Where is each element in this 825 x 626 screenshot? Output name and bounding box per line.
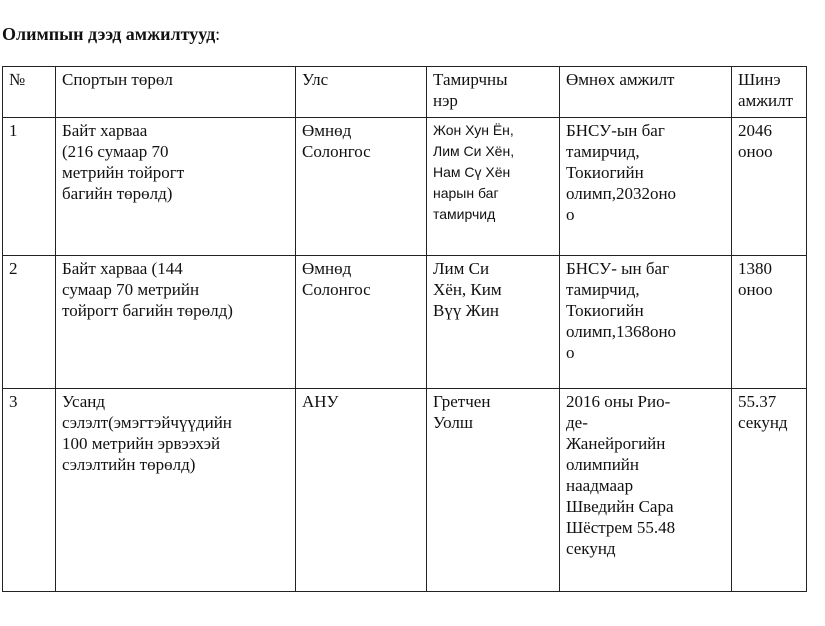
cell-new: 1380 оноо xyxy=(732,256,807,389)
olympic-records-table xyxy=(2,66,807,592)
cell-country: АНУ xyxy=(296,389,427,592)
cell-sport: Усанд сэлэлт(эмэгтэйчүүдийн 100 метрийн эрвээхэй сэлэлтийн төрөлд) xyxy=(56,389,296,592)
header-athlete: Тамирчны нэр xyxy=(427,67,560,118)
cell-previous: 2016 оны Рио- де- Жанейрогийн олимпийн наадмаар Шведийн Сара Шёстрем 55.48 секунд xyxy=(560,389,732,592)
header-sport: Спортын төрөл xyxy=(56,67,296,118)
cell-new: 2046 оноо xyxy=(732,118,807,256)
table-row xyxy=(3,389,807,592)
cell-previous: БНСУ- ын баг тамирчид, Токиогийн олимп,1368оно о xyxy=(560,256,732,389)
table-row xyxy=(3,118,807,256)
cell-num: 1 xyxy=(3,118,56,256)
table-header-row xyxy=(3,67,807,118)
header-country: Улс xyxy=(296,67,427,118)
header-new: Шинэ амжилт xyxy=(732,67,807,118)
cell-country: Өмнөд Солонгос xyxy=(296,118,427,256)
cell-num: 3 xyxy=(3,389,56,592)
heading-title: Олимпын дээд амжилтууд xyxy=(2,24,216,44)
cell-sport: Байт харваа (144 сумаар 70 метрийн тойрогт багийн төрөлд) xyxy=(56,256,296,389)
cell-num: 2 xyxy=(3,256,56,389)
cell-athlete: Жон Хун Ён, Лим Си Хён, Нам Сү Хён нарын баг тамирчид xyxy=(427,118,560,256)
header-previous: Өмнөх амжилт xyxy=(560,67,732,118)
cell-sport: Байт харваа (216 сумаар 70 метрийн тойрогт багийн төрөлд) xyxy=(56,118,296,256)
cell-athlete: Лим Си Хён, Ким Вүү Жин xyxy=(427,256,560,389)
cell-previous: БНСУ-ын баг тамирчид, Токиогийн олимп,2032оно о xyxy=(560,118,732,256)
page-heading xyxy=(2,22,220,46)
cell-new: 55.37 секунд xyxy=(732,389,807,592)
header-num: № xyxy=(3,67,56,118)
heading-colon: : xyxy=(215,24,221,44)
table-row xyxy=(3,256,807,389)
cell-athlete: Гретчен Уолш xyxy=(427,389,560,592)
cell-country: Өмнөд Солонгос xyxy=(296,256,427,389)
